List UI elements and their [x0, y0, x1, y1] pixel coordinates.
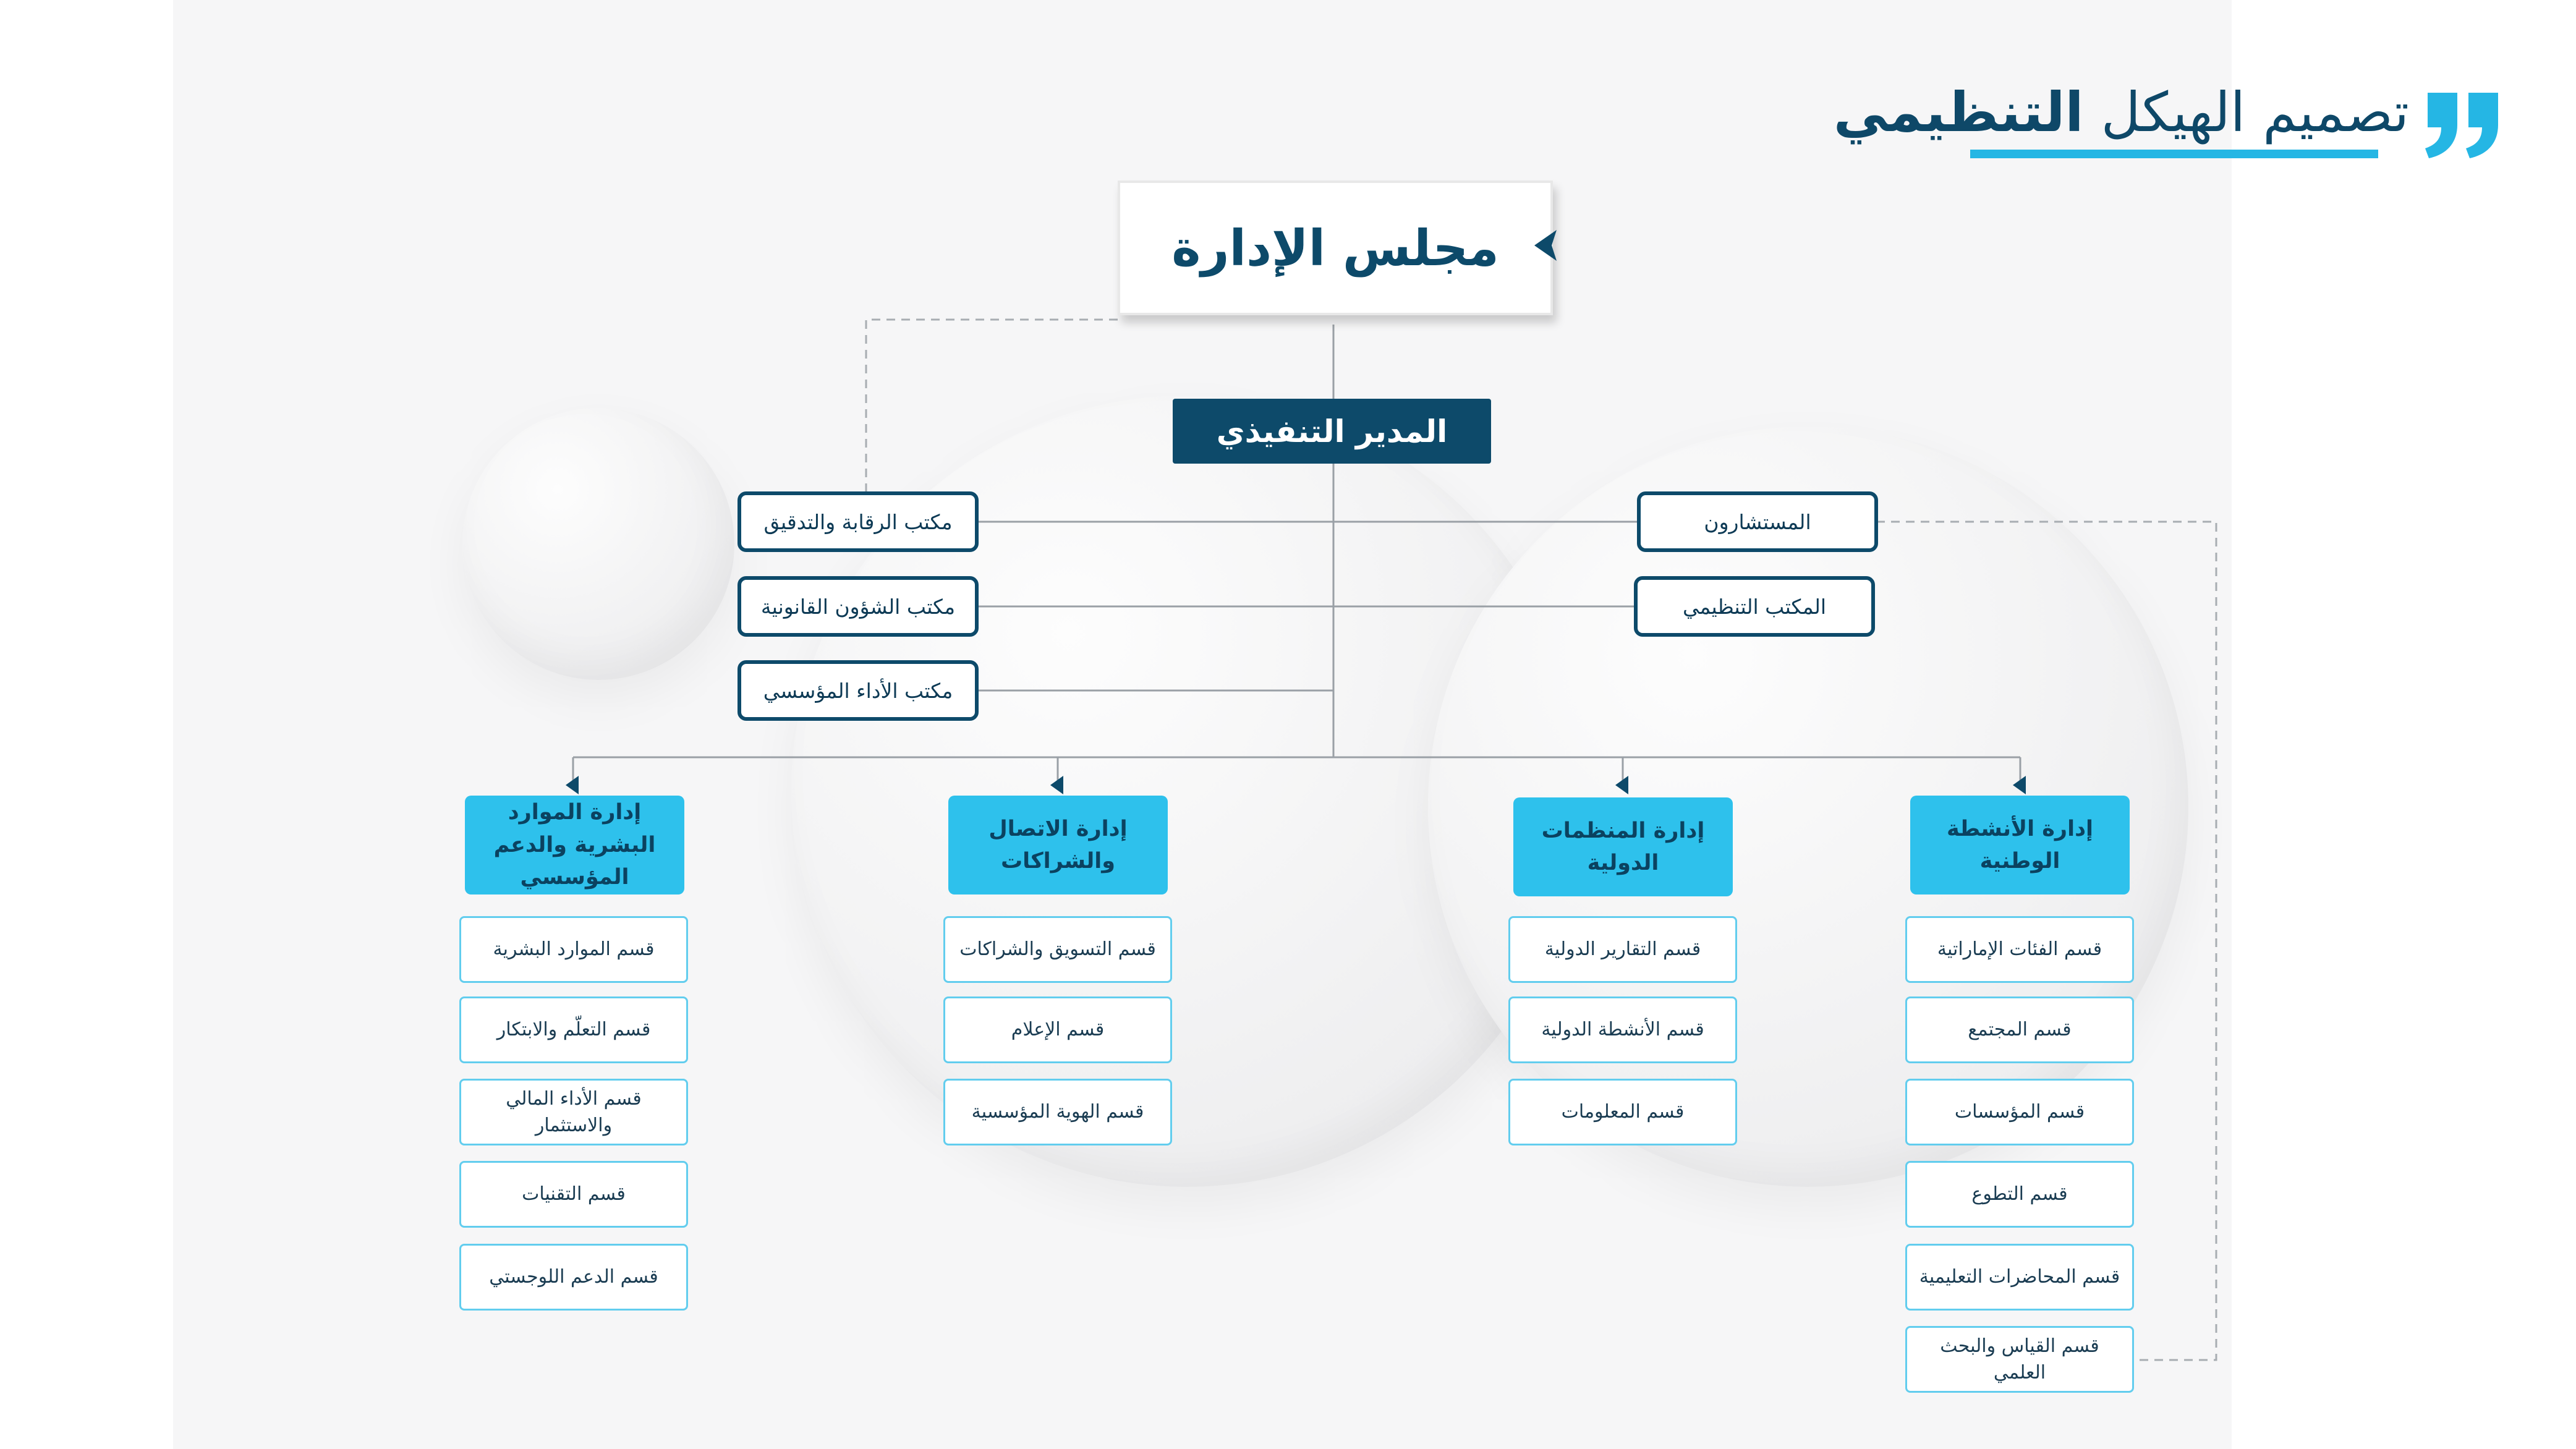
section-box[interactable]: [1508, 916, 1737, 983]
title-regular: تصميم الهيكل: [2101, 80, 2409, 144]
section-label: قسم الهوية المؤسسية: [971, 1101, 1144, 1123]
title-bold: التنظيمي: [1833, 80, 2084, 144]
section-box[interactable]: [1905, 1161, 2134, 1228]
section-box[interactable]: [1905, 1244, 2134, 1311]
section-box[interactable]: [1905, 1079, 2134, 1145]
dept-communications[interactable]: [948, 796, 1168, 894]
section-box[interactable]: [943, 1079, 1172, 1145]
office-label: المستشارون: [1704, 509, 1811, 534]
section-box[interactable]: [1905, 996, 2134, 1063]
section-box[interactable]: [1508, 1079, 1737, 1145]
office-performance[interactable]: [738, 660, 979, 721]
section-label: قسم الأنشطة الدولية: [1541, 1019, 1704, 1041]
section-label: قسم الأداء المالي والاستثمار: [506, 1087, 642, 1136]
dashed-audit-link: [866, 320, 1118, 491]
section-label: قسم القياس والبحث العلمي: [1940, 1335, 2099, 1383]
office-label: مكتب الرقابة والتدقيق: [763, 509, 953, 534]
dept-label: إدارة الأنشطة الوطنية: [1946, 816, 2094, 873]
section-label: قسم التعلّم والابتكار: [496, 1019, 651, 1041]
section-box[interactable]: [459, 916, 688, 983]
office-legal[interactable]: [738, 576, 979, 637]
title-text: [1834, 80, 2409, 144]
section-label: قسم الدعم اللوجستي: [489, 1266, 658, 1288]
section-label: قسم الفئات الإماراتية: [1937, 938, 2102, 961]
title-underline: [1970, 150, 2378, 158]
section-box[interactable]: [459, 1079, 688, 1145]
dept-label: إدارة الموارد البشرية والدعم المؤسسي: [493, 800, 656, 890]
ceo-box[interactable]: [1173, 399, 1491, 464]
section-box[interactable]: [459, 996, 688, 1063]
ceo-label: المدير التنفيذي: [1216, 413, 1448, 449]
section-label: قسم التطوع: [1971, 1183, 2068, 1205]
section-label: قسم التقنيات: [522, 1183, 626, 1205]
dept-label: إدارة الاتصال والشراكات: [988, 816, 1128, 873]
office-label: المكتب التنظيمي: [1682, 594, 1827, 619]
section-label: قسم التقارير الدولية: [1544, 938, 1701, 961]
section-box[interactable]: [1508, 996, 1737, 1063]
section-label: قسم المحاضرات التعليمية: [1919, 1266, 2120, 1288]
office-label: مكتب الأداء المؤسسي: [763, 678, 953, 703]
section-label: قسم المعلومات: [1561, 1101, 1685, 1123]
section-label: قسم المجتمع: [1968, 1019, 2072, 1041]
chart-title: [1822, 74, 2502, 173]
section-box[interactable]: [459, 1161, 688, 1228]
section-label: قسم التسويق والشراكات: [959, 938, 1156, 961]
pointer-triangle-icon: [1534, 230, 1557, 261]
double-quote-icon: [2421, 87, 2502, 161]
office-audit[interactable]: [738, 491, 979, 552]
board-label: مجلس الإدارة: [1171, 219, 1499, 277]
section-box[interactable]: [1905, 1326, 2134, 1393]
office-label: مكتب الشؤون القانونية: [760, 594, 956, 619]
dept-international[interactable]: [1513, 797, 1733, 896]
section-label: قسم المؤسسات: [1954, 1101, 2085, 1123]
section-box[interactable]: [943, 996, 1172, 1063]
section-label: قسم الإعلام: [1011, 1019, 1105, 1041]
board-box[interactable]: [1118, 181, 1553, 315]
office-advisors[interactable]: [1637, 491, 1878, 552]
office-organizational[interactable]: [1634, 576, 1875, 637]
dept-hr[interactable]: [465, 796, 684, 894]
section-box[interactable]: [943, 916, 1172, 983]
section-label: قسم الموارد البشرية: [493, 938, 655, 961]
section-box[interactable]: [1905, 916, 2134, 983]
dept-label: إدارة المنظمات الدولية: [1541, 818, 1705, 875]
section-box[interactable]: [459, 1244, 688, 1311]
dept-national[interactable]: [1910, 796, 2130, 894]
